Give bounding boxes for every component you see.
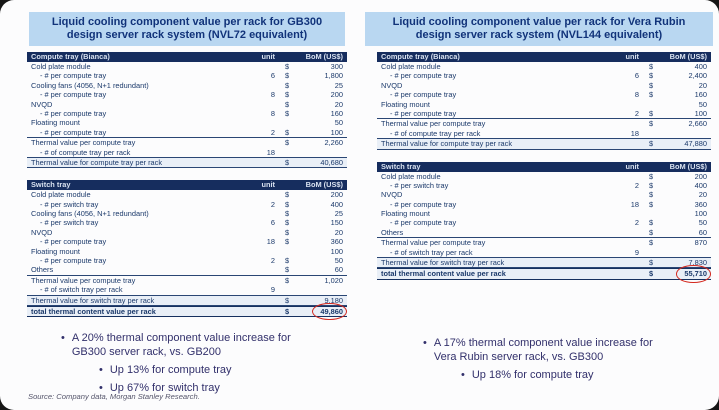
currency-cell: $: [285, 90, 290, 100]
unit-cell: 18: [266, 147, 275, 157]
table-row: [27, 237, 347, 246]
unit-cell: 6: [270, 218, 275, 228]
row-label: - # of switch tray per rack: [390, 247, 473, 257]
table-header-row: [377, 52, 711, 62]
currency-cell: $: [285, 237, 290, 247]
gb300-compute-tray-table: [27, 52, 347, 168]
table-row: [377, 109, 711, 118]
value-cell: 20: [698, 80, 707, 90]
table-row: [377, 172, 711, 181]
table-header-bom: BoM (US$): [305, 52, 343, 61]
row-label: Cooling fans (4056, N+1 redundant): [31, 209, 149, 219]
note-bullet: [61, 331, 293, 359]
table-row: [27, 157, 347, 168]
table-row: [377, 81, 711, 90]
circled-total-value: 55,710: [684, 269, 707, 279]
table-header-label: Compute tray (Bianca): [381, 52, 460, 61]
value-cell: 2,400: [688, 71, 707, 81]
table-row: [27, 128, 347, 137]
row-label: - # per compute tray: [40, 108, 107, 118]
table-row: [377, 71, 711, 80]
currency-cell: $: [285, 275, 290, 285]
bullet-text: A 17% thermal component value increase for Vera Rubin server rack, vs. GB300: [433, 336, 653, 363]
unit-cell: 8: [270, 108, 275, 118]
table-row: [377, 228, 711, 237]
row-label: NVQD: [31, 99, 53, 109]
value-cell: 100: [694, 209, 707, 219]
bullet-text: Up 67% for switch tray: [109, 382, 220, 395]
currency-cell: $: [649, 62, 654, 71]
table-row: [27, 190, 347, 199]
value-cell: 60: [334, 265, 343, 275]
table-row: [27, 247, 347, 256]
table-row: [27, 256, 347, 265]
row-label: Thermal value for compute tray per rack: [31, 157, 163, 167]
value-cell: 200: [330, 90, 343, 100]
row-label: Others: [381, 227, 404, 237]
table-row: [27, 285, 347, 294]
table-row: [377, 200, 711, 209]
table-row: [27, 100, 347, 109]
currency-cell: $: [285, 138, 290, 148]
unit-cell: 2: [634, 180, 639, 190]
value-cell: 300: [330, 62, 343, 71]
table-row: [27, 275, 347, 285]
row-label: - # of compute tray per rack: [390, 128, 481, 138]
currency-cell: $: [285, 306, 290, 316]
gb300-notes: [27, 331, 347, 395]
table-row: [27, 209, 347, 218]
table-row: [27, 118, 347, 127]
table-header-unit: unit: [625, 52, 639, 61]
value-cell: 150: [330, 218, 343, 228]
value-cell: 20: [334, 227, 343, 237]
table-row: [27, 109, 347, 118]
gb300-panel-title: Liquid cooling component value per rack for GB300 design server rack system (NVL72 equivalent): [29, 12, 345, 46]
value-cell: 200: [330, 190, 343, 200]
table-row: [377, 209, 711, 218]
row-label: NVQD: [381, 190, 403, 200]
table-row: [27, 295, 347, 306]
currency-cell: $: [285, 127, 290, 137]
row-label: Cold plate module: [31, 190, 91, 200]
currency-cell: $: [649, 258, 654, 268]
unit-cell: 2: [270, 199, 275, 209]
currency-cell: $: [285, 157, 290, 167]
currency-cell: $: [649, 108, 654, 118]
table-header-label: Compute tray (Bianca): [31, 52, 110, 61]
unit-cell: 6: [634, 71, 639, 81]
value-cell: 360: [330, 237, 343, 247]
table-row: [27, 90, 347, 99]
table-header-label: Switch tray: [381, 161, 421, 171]
currency-cell: $: [285, 227, 290, 237]
value-cell: 20: [698, 190, 707, 200]
vera-rubin-notes: [363, 336, 715, 382]
currency-cell: $: [649, 71, 654, 81]
row-label: Thermal value for switch tray per rack: [31, 295, 155, 305]
bullet-text: Up 18% for compute tray: [471, 368, 594, 381]
table-row: [27, 200, 347, 209]
table-header-bom: BoM (US$): [305, 180, 343, 190]
currency-cell: $: [285, 108, 290, 118]
row-label: Thermal value for switch tray per rack: [381, 258, 505, 268]
row-label: - # per compute tray: [40, 71, 107, 81]
row-label: Thermal value per compute tray: [31, 275, 136, 285]
table-row: [377, 190, 711, 199]
currency-cell: $: [285, 99, 290, 109]
table-header-row: [27, 52, 347, 62]
row-label: - # per compute tray: [390, 71, 457, 81]
value-cell: 1,800: [324, 71, 343, 81]
value-cell: 200: [694, 171, 707, 181]
value-cell: 50: [698, 99, 707, 109]
currency-cell: $: [285, 71, 290, 81]
value-cell: 1,020: [324, 275, 343, 285]
currency-cell: $: [285, 256, 290, 266]
table-row: [27, 148, 347, 157]
table-row: [27, 265, 347, 274]
value-cell: 50: [334, 256, 343, 266]
table-header-row: [377, 162, 711, 172]
table-header-label: Switch tray: [31, 180, 71, 190]
table-header-bom: BoM (US$): [669, 161, 707, 171]
currency-cell: $: [649, 119, 654, 129]
note-bullet: [423, 368, 667, 382]
table-row: [377, 218, 711, 227]
currency-cell: $: [649, 171, 654, 181]
value-cell: 2,660: [688, 119, 707, 129]
row-label: Thermal value per compute tray: [381, 238, 486, 248]
currency-cell: $: [649, 180, 654, 190]
value-cell: [657, 269, 707, 278]
table-row: [377, 138, 711, 149]
row-label: Floating mount: [31, 118, 80, 128]
value-cell: 360: [694, 199, 707, 209]
currency-cell: $: [649, 199, 654, 209]
unit-cell: 2: [270, 256, 275, 266]
unit-cell: 18: [630, 128, 639, 138]
row-label: - # per compute tray: [40, 256, 107, 266]
table-row: [27, 306, 347, 317]
value-cell: 47,880: [684, 139, 707, 149]
table-row: [377, 129, 711, 138]
bullet-marker-icon: •: [99, 382, 103, 395]
currency-cell: $: [285, 295, 290, 305]
bullet-marker-icon: •: [61, 332, 65, 345]
unit-cell: 6: [270, 71, 275, 81]
row-label: Thermal value for compute tray per rack: [381, 139, 513, 149]
vera-rubin-switch-tray-table: [377, 162, 711, 280]
unit-cell: 9: [634, 247, 639, 257]
row-label: Cold plate module: [381, 171, 441, 181]
value-cell: 100: [330, 246, 343, 256]
table-header-unit: unit: [261, 52, 275, 61]
table-header-bom: BoM (US$): [669, 52, 707, 61]
value-cell: 400: [330, 199, 343, 209]
table-row: [377, 90, 711, 99]
table-row: [27, 228, 347, 237]
value-cell: 60: [698, 227, 707, 237]
vera-rubin-panel-title: Liquid cooling component value per rack for Vera Rubin design server rack system (NVL144 equivalent): [365, 12, 713, 46]
table-header-unit: unit: [625, 161, 639, 171]
currency-cell: $: [649, 80, 654, 90]
row-label: - # per switch tray: [40, 218, 99, 228]
currency-cell: $: [285, 265, 290, 275]
row-label: - # per compute tray: [40, 127, 107, 137]
unit-cell: 18: [630, 199, 639, 209]
table-row: [27, 62, 347, 71]
bullet-text: Up 13% for compute tray: [109, 364, 232, 377]
bullet-marker-icon: •: [99, 364, 103, 377]
currency-cell: $: [649, 139, 654, 149]
value-cell: 870: [694, 238, 707, 248]
row-label: Cold plate module: [381, 62, 441, 71]
value-cell: 2,260: [324, 138, 343, 148]
table-header-row: [27, 180, 347, 190]
currency-cell: $: [285, 190, 290, 200]
value-cell: 400: [694, 62, 707, 71]
source-note: Source: Company data, Morgan Stanley Research.: [28, 392, 200, 401]
currency-cell: $: [285, 80, 290, 90]
vera-rubin-compute-tray-table: [377, 52, 711, 150]
gb300-switch-tray-table: [27, 180, 347, 317]
row-label: Thermal value per compute tray: [31, 138, 136, 148]
row-label: Others: [31, 265, 54, 275]
value-cell: 400: [694, 180, 707, 190]
currency-cell: $: [649, 238, 654, 248]
row-label: - # per compute tray: [40, 237, 107, 247]
row-label: - # per compute tray: [390, 90, 457, 100]
currency-cell: $: [285, 199, 290, 209]
row-label: - # per compute tray: [390, 218, 457, 228]
row-label: NVQD: [31, 227, 53, 237]
row-label: - # per compute tray: [390, 199, 457, 209]
row-label: total thermal content value per rack: [31, 306, 156, 316]
row-label: - # per switch tray: [390, 180, 449, 190]
table-header-unit: unit: [261, 180, 275, 190]
row-label: Thermal value per compute tray: [381, 119, 486, 129]
value-cell: 160: [330, 108, 343, 118]
value-cell: 50: [698, 218, 707, 228]
table-row: [377, 237, 711, 247]
value-cell: 20: [334, 99, 343, 109]
table-row: [377, 62, 711, 71]
table-row: [27, 81, 347, 90]
unit-cell: 9: [270, 285, 275, 295]
currency-cell: $: [649, 190, 654, 200]
bullet-marker-icon: •: [461, 368, 465, 381]
unit-cell: 8: [634, 90, 639, 100]
currency-cell: $: [285, 62, 290, 71]
unit-cell: 2: [270, 127, 275, 137]
currency-cell: $: [649, 269, 654, 279]
gb300-panel: [27, 10, 347, 395]
table-row: [377, 118, 711, 128]
row-label: - # per compute tray: [40, 90, 107, 100]
unit-cell: 8: [270, 90, 275, 100]
table-row: [27, 137, 347, 147]
value-cell: 100: [330, 127, 343, 137]
circled-total-value: 49,860: [320, 306, 343, 316]
table-row: [377, 268, 711, 279]
note-bullet: [61, 363, 293, 377]
row-label: Cooling fans (4056, N+1 redundant): [31, 80, 149, 90]
value-cell: 25: [334, 80, 343, 90]
unit-cell: 2: [634, 218, 639, 228]
row-label: NVQD: [381, 80, 403, 90]
currency-cell: $: [649, 227, 654, 237]
value-cell: 50: [334, 118, 343, 128]
table-row: [377, 100, 711, 109]
value-cell: 9,180: [324, 295, 343, 305]
unit-cell: 18: [266, 237, 275, 247]
unit-cell: 2: [634, 108, 639, 118]
currency-cell: $: [285, 218, 290, 228]
row-label: - # of switch tray per rack: [40, 285, 123, 295]
row-label: total thermal content value per rack: [381, 269, 506, 279]
bullet-text: A 20% thermal component value increase for GB300 server rack, vs. GB200: [71, 332, 291, 359]
value-cell: [293, 307, 343, 316]
value-cell: 40,680: [320, 157, 343, 167]
table-row: [377, 181, 711, 190]
row-label: - # per compute tray: [390, 108, 457, 118]
table-row: [377, 248, 711, 257]
table-row: [27, 218, 347, 227]
row-label: Cold plate module: [31, 62, 91, 71]
value-cell: 100: [694, 108, 707, 118]
currency-cell: $: [649, 90, 654, 100]
row-label: Floating mount: [31, 246, 80, 256]
row-label: - # of compute tray per rack: [40, 147, 131, 157]
table-row: [27, 71, 347, 80]
currency-cell: $: [285, 209, 290, 219]
value-cell: 25: [334, 209, 343, 219]
note-bullet: [423, 336, 667, 364]
row-label: - # per switch tray: [40, 199, 99, 209]
vera-rubin-panel: [363, 10, 715, 395]
row-label: Floating mount: [381, 209, 430, 219]
table-row: [377, 257, 711, 268]
value-cell: 160: [694, 90, 707, 100]
row-label: Floating mount: [381, 99, 430, 109]
bullet-marker-icon: •: [423, 336, 427, 349]
value-cell: 7,830: [688, 258, 707, 268]
currency-cell: $: [649, 218, 654, 228]
